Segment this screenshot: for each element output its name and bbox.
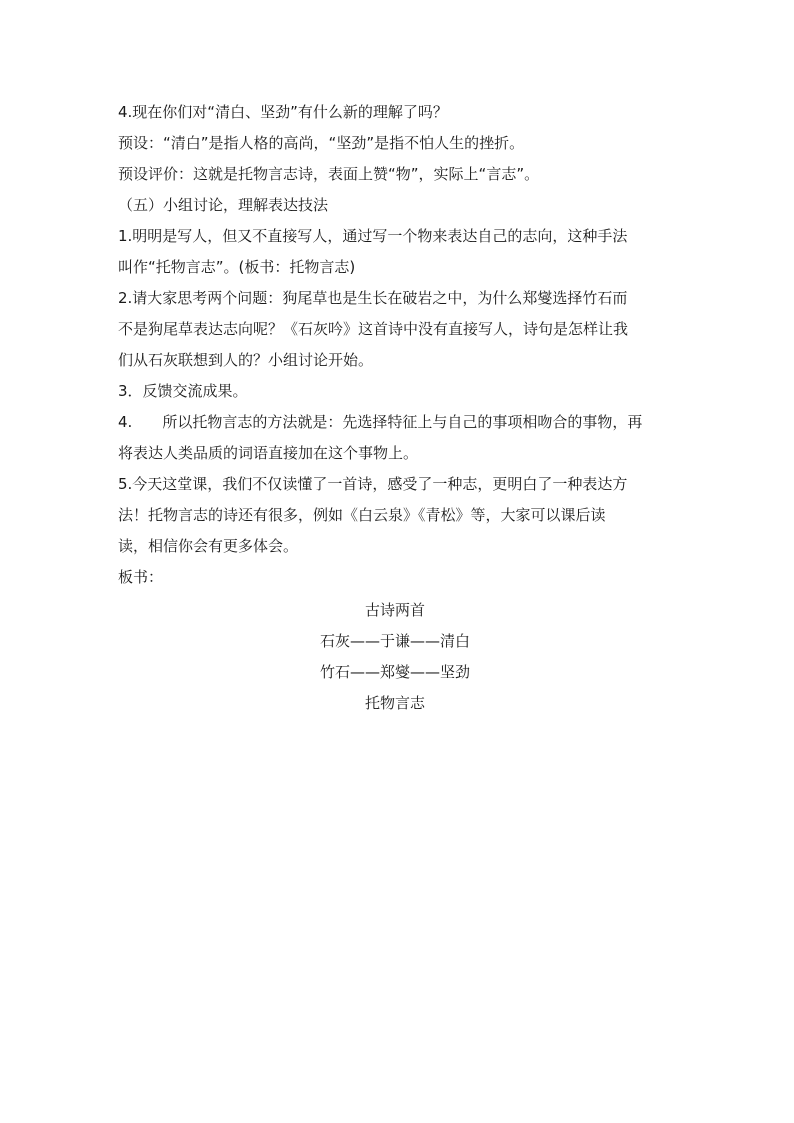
board-line-3: 托物言志 (364, 694, 425, 712)
board-line-1: 石灰——于谦——清白 (319, 632, 470, 650)
board-label: 板书： (118, 568, 164, 586)
item-2-line-1: 2.请大家思考两个问题：狗尾草也是生长在破岩之中，为什么郑燮选择竹石而 (118, 289, 628, 307)
item-1-line-2: 叫作“托物言志”。(板书：托物言志) (118, 258, 356, 276)
item-5-line-2: 法！托物言志的诗还有很多，例如《白云泉》《青松》等，大家可以课后读 (118, 506, 606, 524)
item-5-line-3: 读，相信你会有更多体会。 (118, 537, 299, 555)
item-2-line-2: 不是狗尾草表达志向呢？《石灰吟》这首诗中没有直接写人，诗句是怎样让我 (118, 320, 629, 338)
lesson-text (118, 97, 698, 593)
preset-evaluation: 预设评价：这就是托物言志诗，表面上赞“物”，实际上“言志”。 (118, 165, 540, 183)
board-title: 古诗两首 (364, 601, 425, 619)
preset-answer: 预设：“清白”是指人格的高尚，“坚劲”是指不怕人生的挫折。 (118, 134, 525, 152)
item-4-number: 4. (118, 413, 133, 431)
item-2-line-3: 们从石灰联想到人的？小组讨论开始。 (118, 351, 374, 369)
blackboard-summary (250, 595, 540, 719)
item-1-line-1: 1.明明是写人，但又不直接写人，通过写一个物来表达自己的志向，这种手法 (118, 227, 628, 245)
item-4-line-1 (118, 407, 698, 438)
item-4-line-2: 将表达人类品质的词语直接加在这个事物上。 (118, 444, 419, 462)
item-5-line-1: 5.今天这堂课，我们不仅读懂了一首诗，感受了一种志，更明白了一种表达方 (118, 475, 628, 493)
question-4: 4.现在你们对“清白、坚劲”有什么新的理解了吗？ (118, 103, 448, 121)
board-line-2: 竹石——郑燮——坚劲 (319, 663, 470, 681)
item-4-text: 所以托物言志的方法就是：先选择特征上与自己的事项相吻合的事物，再 (162, 413, 643, 431)
section-5-heading: （五）小组讨论，理解表达技法 (118, 196, 329, 214)
item-3: 3．反馈交流成果。 (118, 382, 248, 400)
